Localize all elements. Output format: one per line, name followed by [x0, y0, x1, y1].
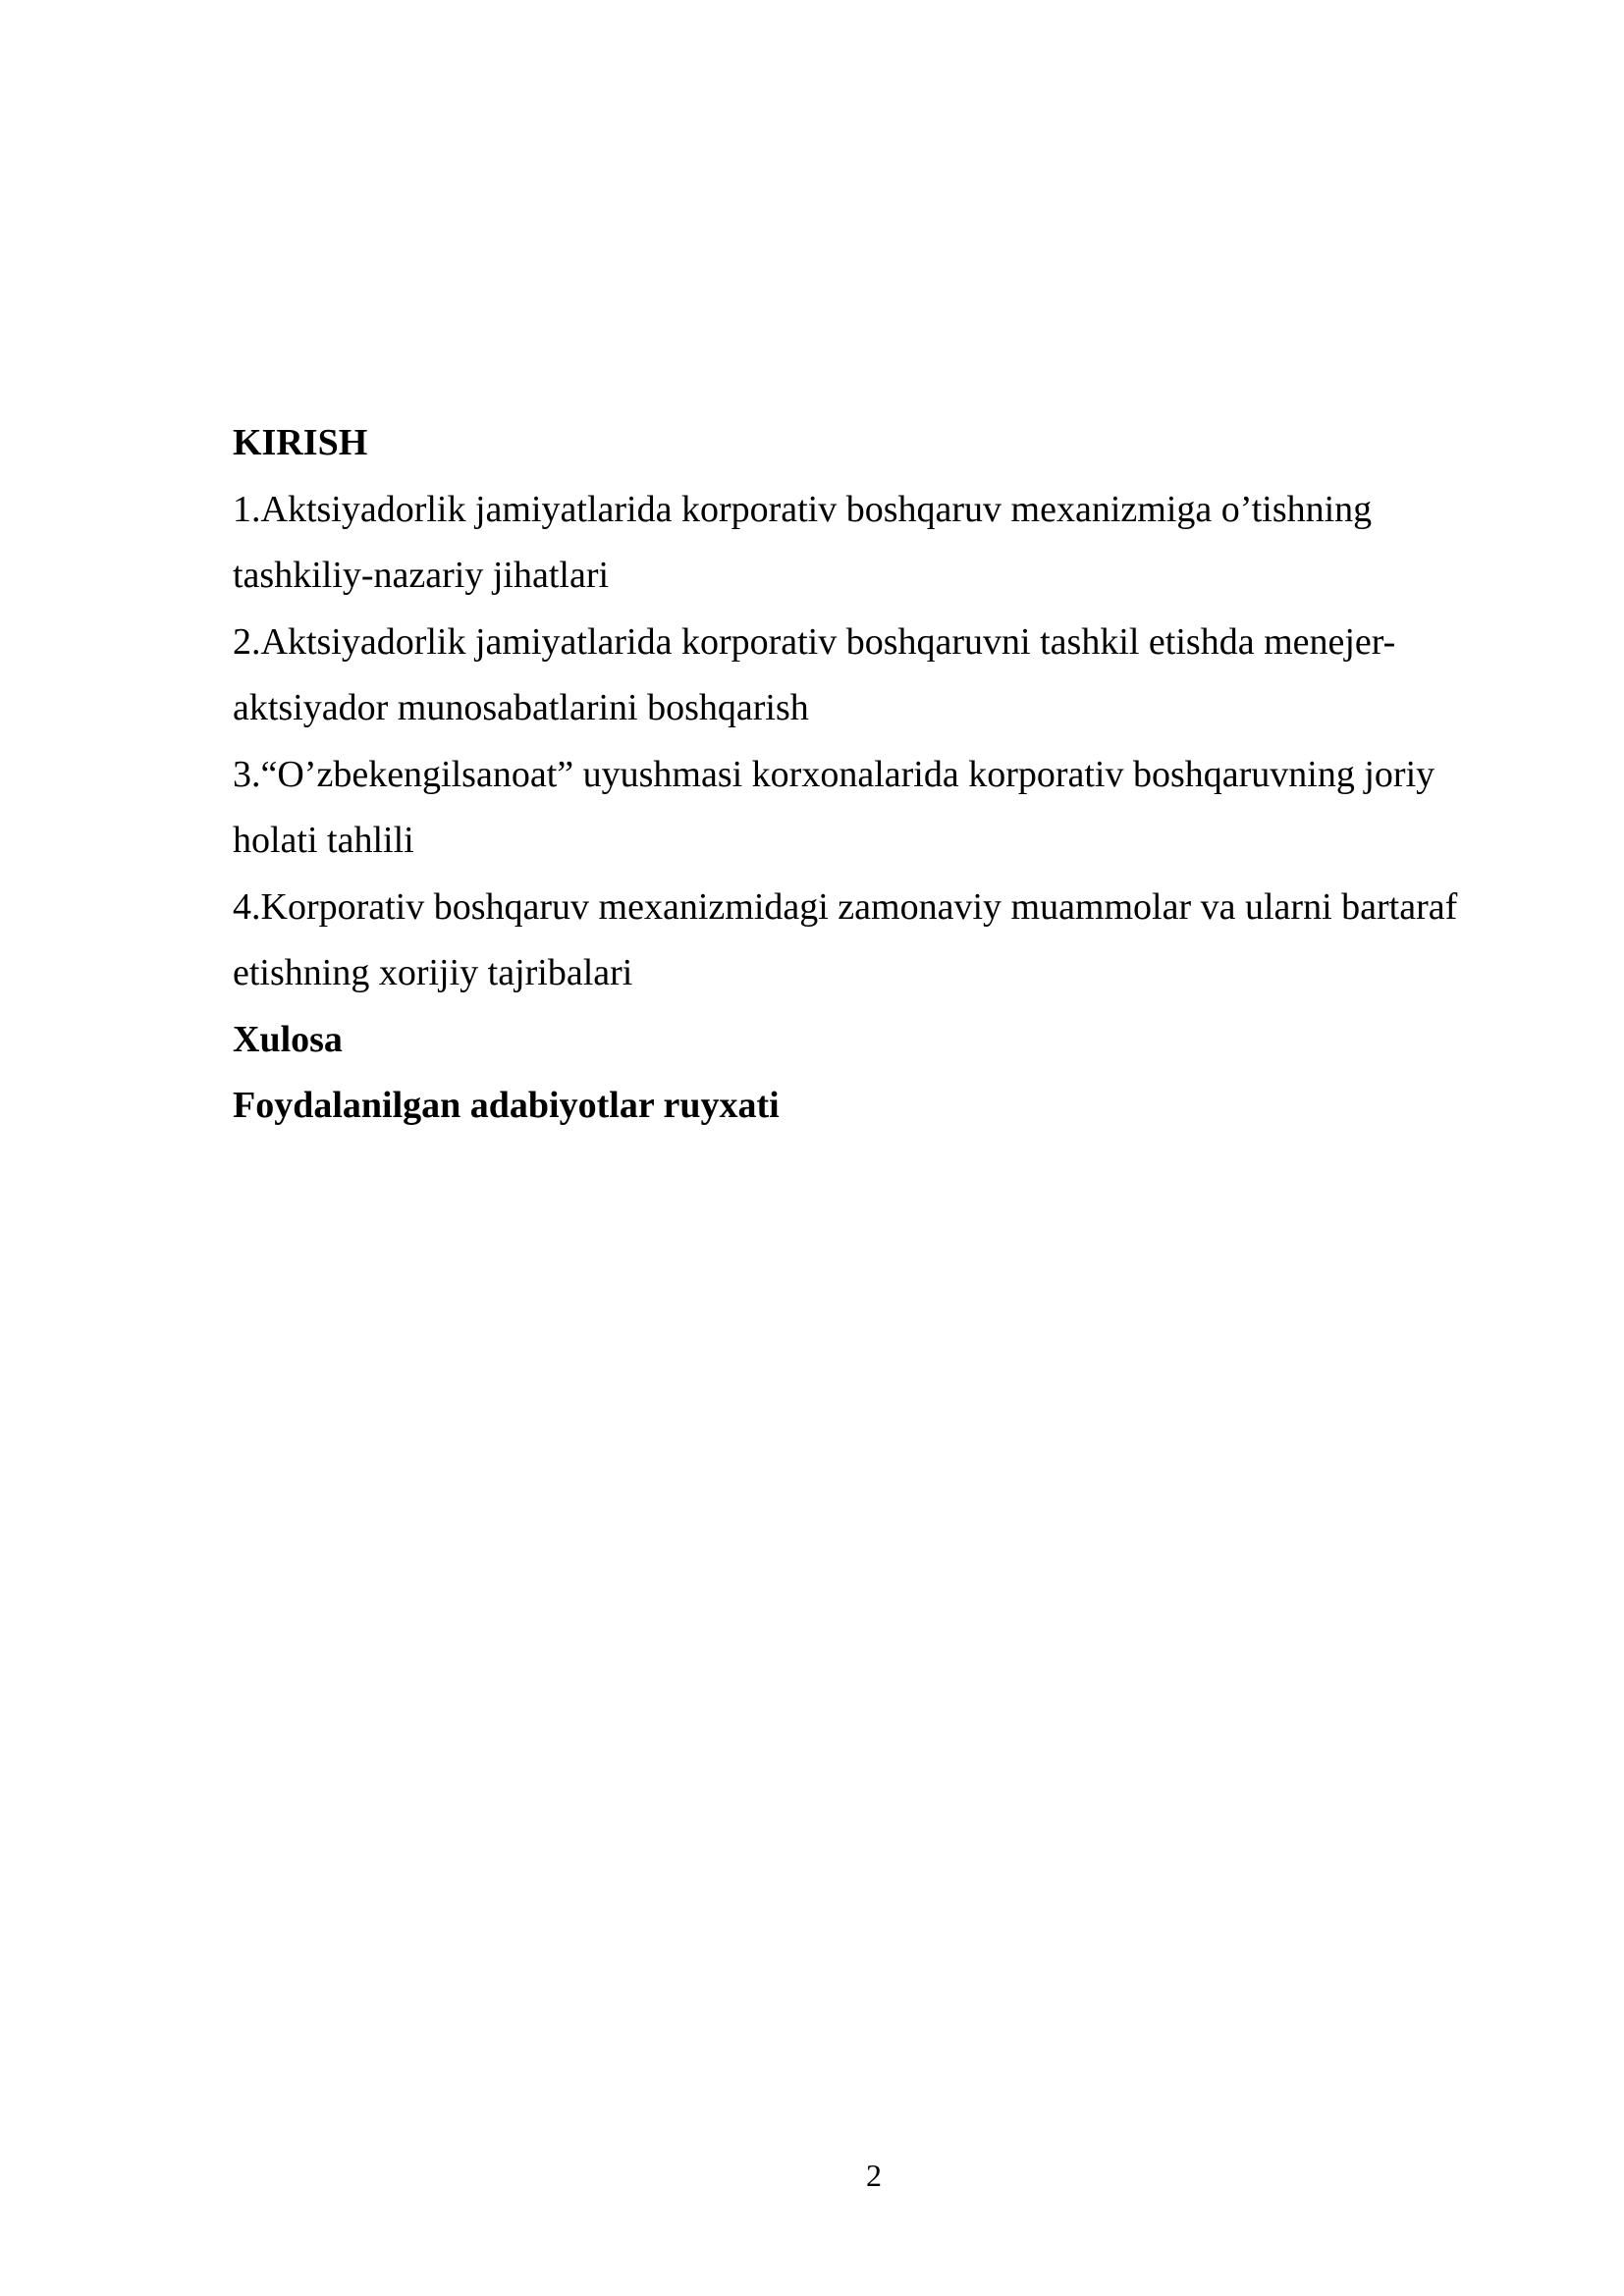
- chapter-2-entry: [233, 610, 1509, 742]
- chapter-3-title-line-2: holati tahlili: [233, 820, 414, 861]
- chapter-1-title-line-1: 1.Aktsiyadorlik jamiyatlarida korporativ boshqaruv mexanizmiga o’tishning: [233, 488, 1373, 530]
- page-number: 2: [866, 2158, 882, 2193]
- references-heading: Foydalanilgan adabiyotlar ruyxati: [233, 1085, 780, 1126]
- chapter-1-entry: [233, 477, 1509, 610]
- chapter-4-title-line-1: 4.Korporativ boshqaruv mexanizmidagi zamonaviy muammolar va ularni bartaraf: [233, 885, 1458, 928]
- table-of-contents: [233, 410, 1509, 1140]
- chapter-2-title-line-1: 2.Aktsiyadorlik jamiyatlarida korporativ boshqaruvni tashkil etishda menejer-: [233, 620, 1396, 663]
- chapter-4-title-line-2: etishning xorijiy tajribalari: [233, 952, 633, 993]
- chapter-3-title-line-1: 3.“O’zbekengilsanoat” uyushmasi korxonalarida korporativ boshqaruvning joriy: [233, 753, 1435, 795]
- chapter-1-title-line-2: tashkiliy-nazariy jihatlari: [233, 555, 610, 596]
- chapter-3-entry: [233, 742, 1509, 875]
- chapter-2-title-line-2: aktsiyador munosabatlarini boshqarish: [233, 687, 809, 728]
- conclusion-heading: Xulosa: [233, 1018, 343, 1060]
- intro-heading: KIRISH: [233, 422, 368, 463]
- chapter-4-entry: [233, 875, 1509, 1007]
